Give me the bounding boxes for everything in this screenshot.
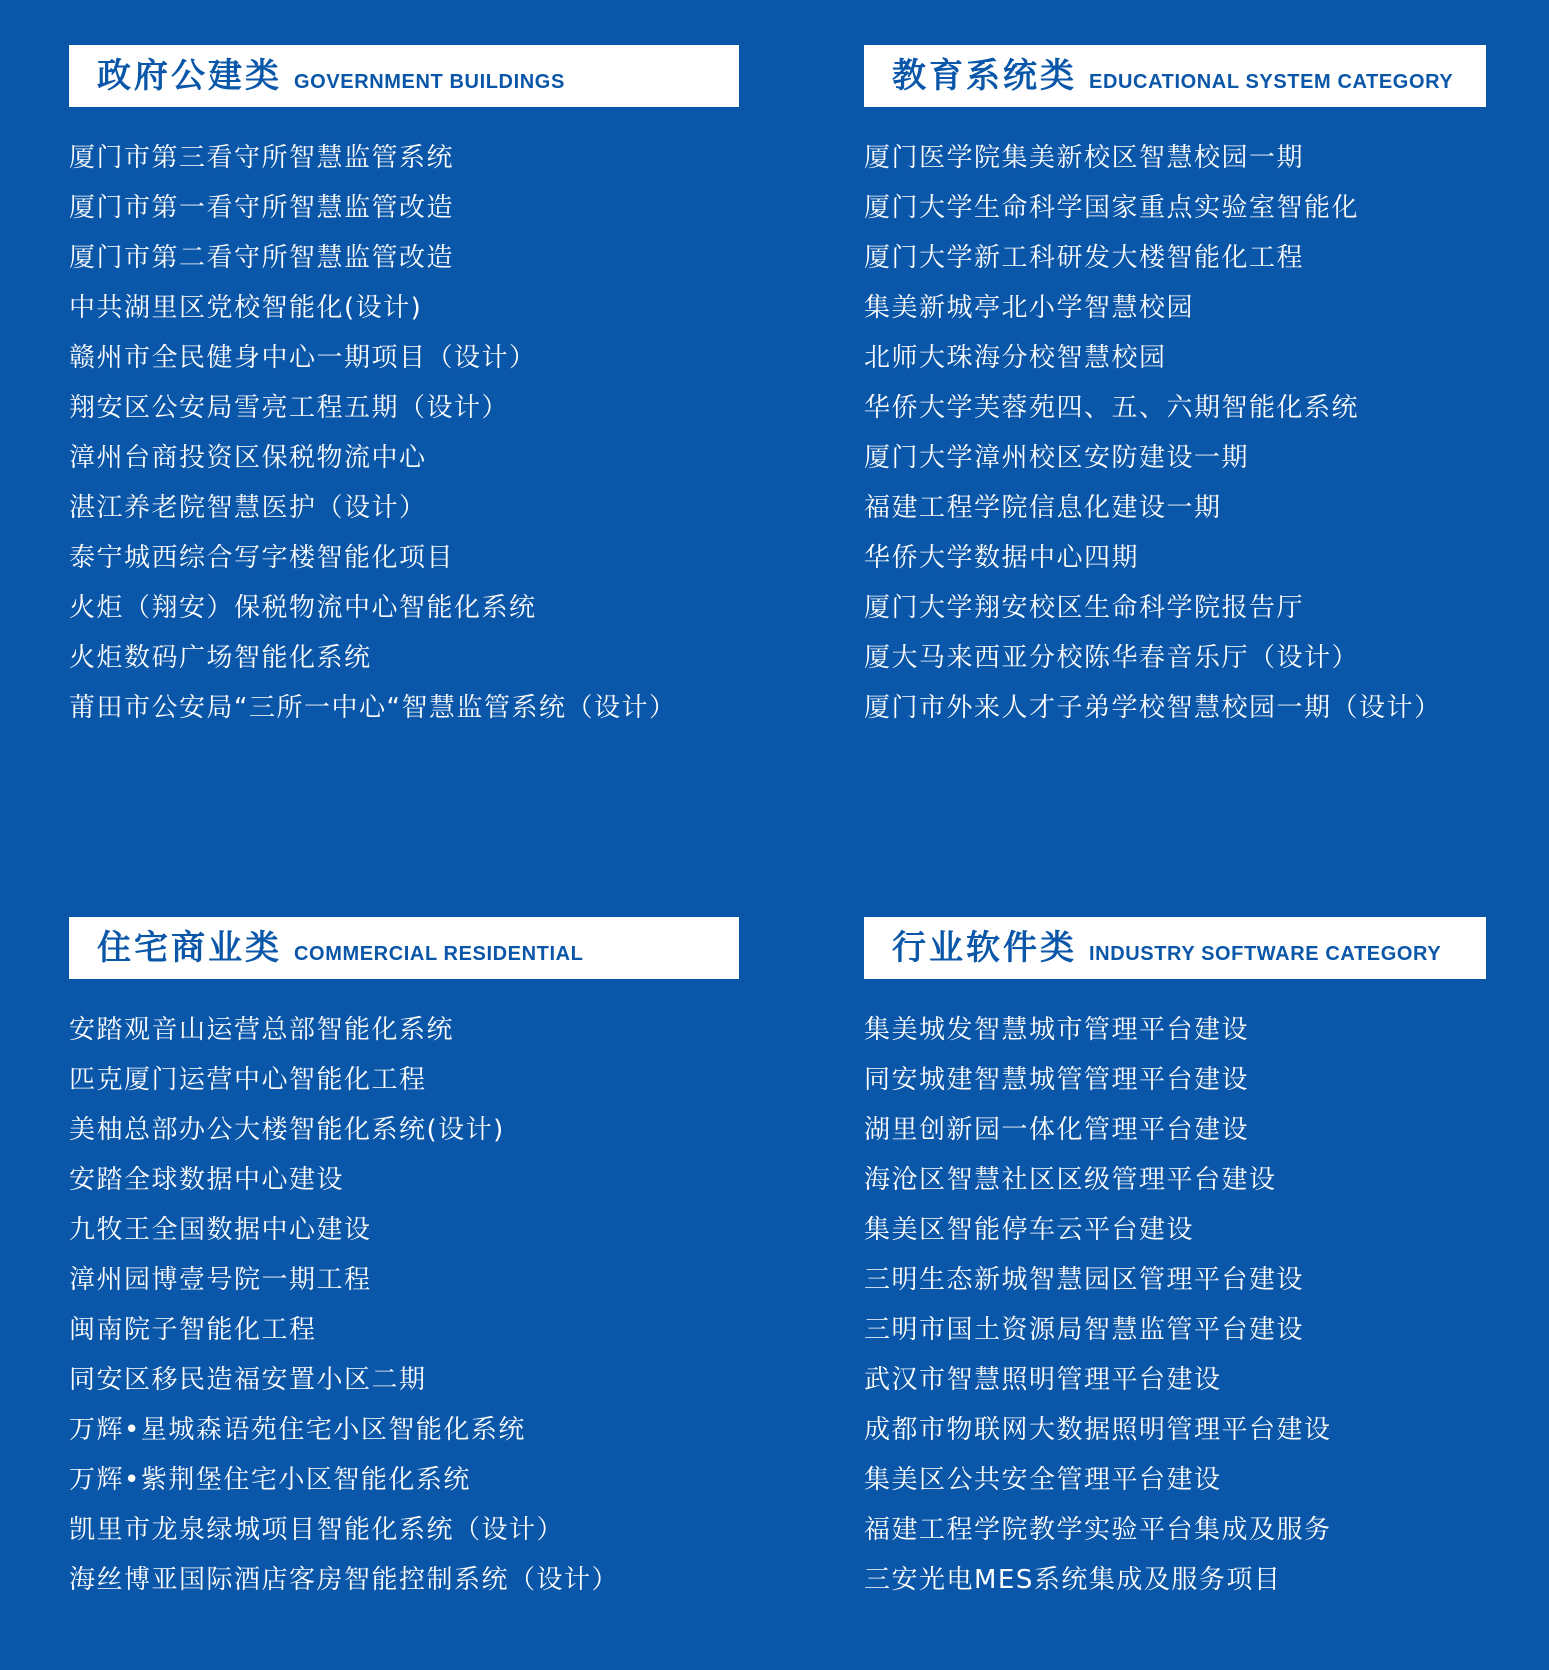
list-item: 集美区公共安全管理平台建设 xyxy=(864,1465,1222,1495)
list-item: 万辉•星城森语苑住宅小区智能化系统 xyxy=(69,1415,526,1445)
list-item: 成都市物联网大数据照明管理平台建设 xyxy=(864,1415,1332,1445)
list-item: 福建工程学院教学实验平台集成及服务 xyxy=(864,1515,1332,1545)
list-item: 赣州市全民健身中心一期项目（设计） xyxy=(69,343,537,373)
list-item: 华侨大学数据中心四期 xyxy=(864,543,1140,573)
list-item: 漳州台商投资区保税物流中心 xyxy=(69,443,427,473)
section-title-cn: 教育系统类 xyxy=(892,56,1077,96)
list-item: 凯里市龙泉绿城项目智能化系统（设计） xyxy=(69,1515,565,1545)
list-item: 翔安区公安局雪亮工程五期（设计） xyxy=(69,393,510,423)
section-title-en: GOVERNMENT BUILDINGS xyxy=(294,71,565,93)
list-item: 火炬（翔安）保税物流中心智能化系统 xyxy=(69,593,537,623)
list-item: 厦门大学翔安校区生命科学院报告厅 xyxy=(864,593,1305,623)
section-title-en: EDUCATIONAL SYSTEM CATEGORY xyxy=(1089,71,1454,93)
list-item: 闽南院子智能化工程 xyxy=(69,1315,317,1345)
project-list xyxy=(864,133,1442,733)
list-item: 泰宁城西综合写字楼智能化项目 xyxy=(69,543,455,573)
list-item: 集美区智能停车云平台建设 xyxy=(864,1215,1195,1245)
project-list xyxy=(69,133,676,733)
list-item: 集美新城亭北小学智慧校园 xyxy=(864,293,1195,323)
section-title-cn: 政府公建类 xyxy=(97,56,282,96)
list-item: 湛江养老院智慧医护（设计） xyxy=(69,493,427,523)
section-header xyxy=(864,45,1486,107)
list-item: 匹克厦门运营中心智能化工程 xyxy=(69,1065,427,1095)
list-item: 厦门大学新工科研发大楼智能化工程 xyxy=(864,243,1305,273)
list-item: 华侨大学芙蓉苑四、五、六期智能化系统 xyxy=(864,393,1360,423)
list-item: 湖里创新园一体化管理平台建设 xyxy=(864,1115,1250,1145)
section-header xyxy=(864,917,1486,979)
list-item: 同安区移民造福安置小区二期 xyxy=(69,1365,427,1395)
list-item: 厦门市第二看守所智慧监管改造 xyxy=(69,243,455,273)
list-item: 厦门大学漳州校区安防建设一期 xyxy=(864,443,1250,473)
list-item: 中共湖里区党校智能化(设计) xyxy=(69,293,423,323)
list-item: 安踏观音山运营总部智能化系统 xyxy=(69,1015,455,1045)
list-item: 九牧王全国数据中心建设 xyxy=(69,1215,372,1245)
list-item: 厦门市第三看守所智慧监管系统 xyxy=(69,143,455,173)
section-title-cn: 行业软件类 xyxy=(892,928,1077,968)
project-list xyxy=(864,1005,1332,1605)
list-item: 三明市国土资源局智慧监管平台建设 xyxy=(864,1315,1305,1345)
section-title-en: COMMERCIAL RESIDENTIAL xyxy=(294,943,584,965)
section-header xyxy=(69,917,739,979)
list-item: 漳州园博壹号院一期工程 xyxy=(69,1265,372,1295)
list-item: 厦门大学生命科学国家重点实验室智能化 xyxy=(864,193,1360,223)
list-item: 同安城建智慧城管管理平台建设 xyxy=(864,1065,1250,1095)
list-item: 厦大马来西亚分校陈华春音乐厅（设计） xyxy=(864,643,1360,673)
list-item: 厦门市第一看守所智慧监管改造 xyxy=(69,193,455,223)
list-item: 海丝博亚国际酒店客房智能控制系统（设计） xyxy=(69,1565,620,1595)
list-item: 厦门市外来人才子弟学校智慧校园一期（设计） xyxy=(864,693,1442,723)
list-item: 北师大珠海分校智慧校园 xyxy=(864,343,1167,373)
list-item: 莆田市公安局“三所一中心“智慧监管系统（设计） xyxy=(69,693,677,723)
list-item: 武汉市智慧照明管理平台建设 xyxy=(864,1365,1222,1395)
list-item: 火炬数码广场智能化系统 xyxy=(69,643,372,673)
list-item: 三安光电MES系统集成及服务项目 xyxy=(864,1565,1282,1595)
list-item: 福建工程学院信息化建设一期 xyxy=(864,493,1222,523)
list-item: 美柚总部办公大楼智能化系统(设计) xyxy=(69,1115,505,1145)
list-item: 安踏全球数据中心建设 xyxy=(69,1165,345,1195)
section-title-cn: 住宅商业类 xyxy=(97,928,282,968)
list-item: 集美城发智慧城市管理平台建设 xyxy=(864,1015,1250,1045)
list-item: 三明生态新城智慧园区管理平台建设 xyxy=(864,1265,1305,1295)
list-item: 万辉•紫荆堡住宅小区智能化系统 xyxy=(69,1465,471,1495)
project-list xyxy=(69,1005,619,1605)
section-header xyxy=(69,45,739,107)
list-item: 海沧区智慧社区区级管理平台建设 xyxy=(864,1165,1277,1195)
section-title-en: INDUSTRY SOFTWARE CATEGORY xyxy=(1089,943,1442,965)
list-item: 厦门医学院集美新校区智慧校园一期 xyxy=(864,143,1305,173)
